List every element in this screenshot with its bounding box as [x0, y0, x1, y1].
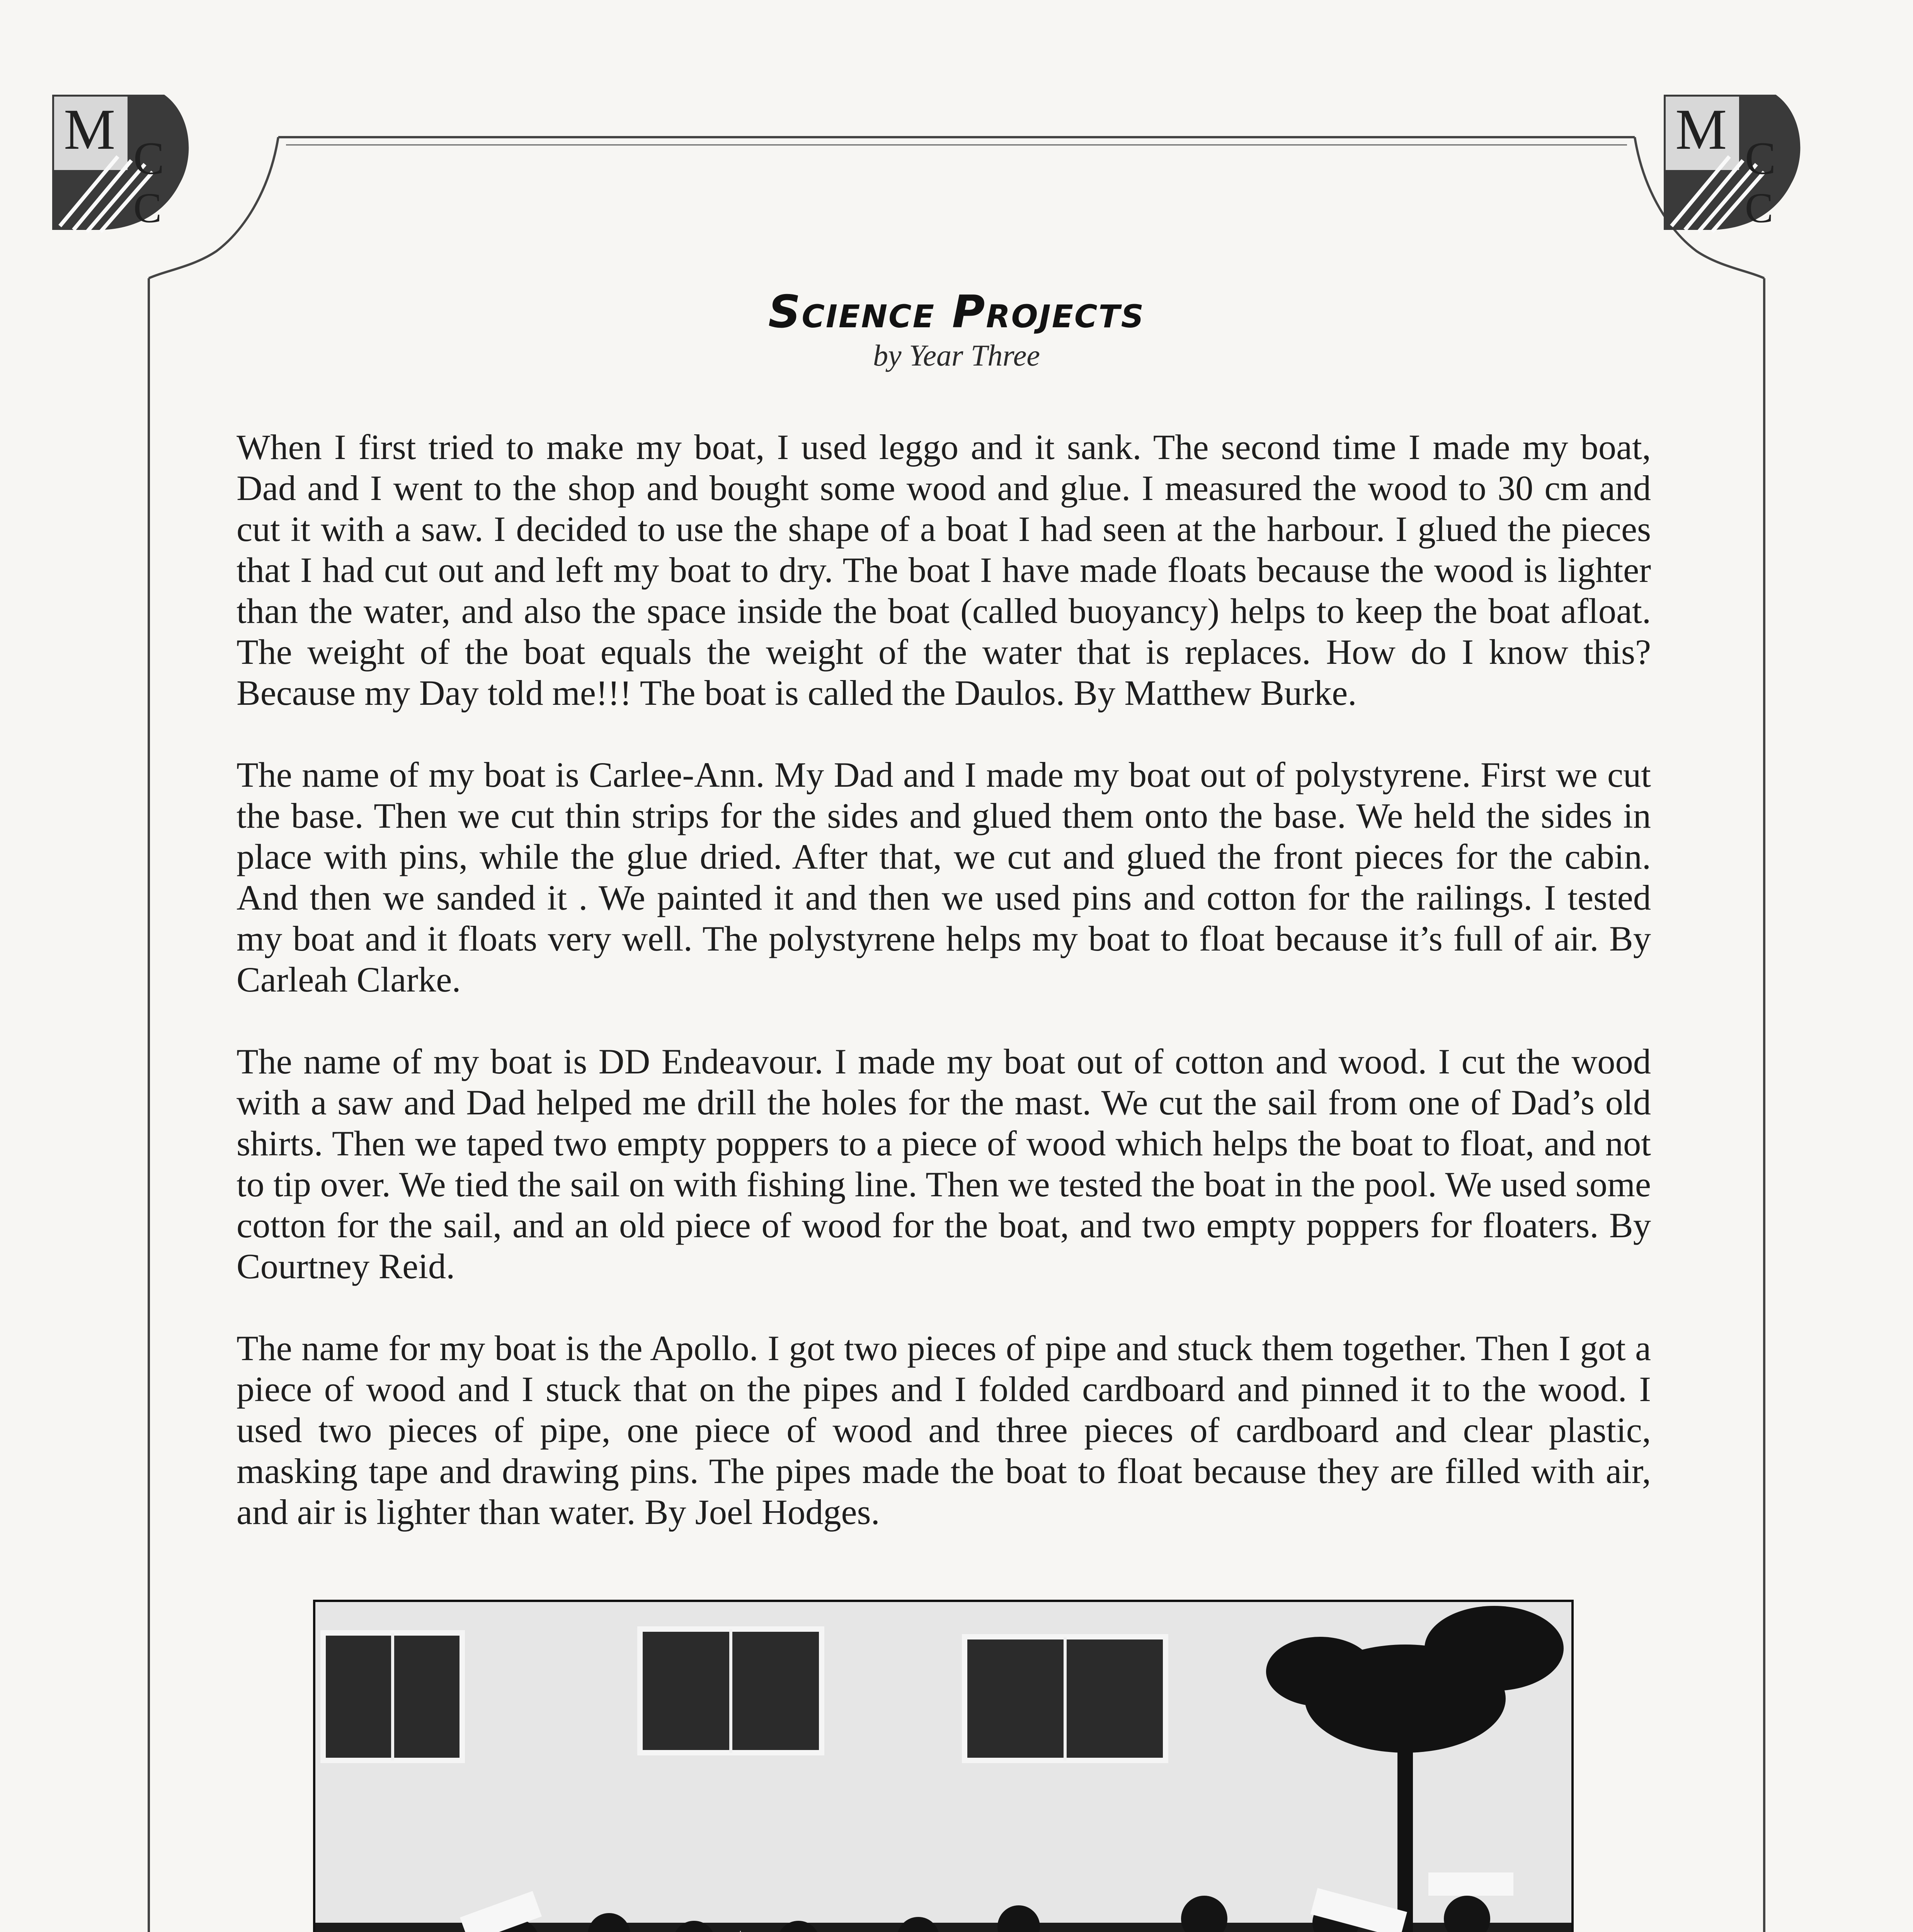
class-photo	[313, 1600, 1574, 1932]
paragraph-courtney-reid: The name of my boat is DD Endeavour. I made my boat out of cotton and wood. I cut the wood with a saw and Dad helped me drill the holes for the mast. We cut the sail from one of Dad’s old shirts. Then we taped two empty poppers to a piece of wood which helps the boat to float, and not to tip over. We tied the sail on with fishing line. Then we tested the boat in the pool. We used some cotton for the sail, and an old piece of wood for the boat, and two empty poppers for floaters. By Courtney Reid.	[237, 1042, 1651, 1286]
title-block	[0, 286, 1913, 373]
logo-letter-m: M	[64, 97, 116, 162]
paragraph-matthew-burke: When I first tried to make my boat, I used leggo and it sank. The second time I made my boat, Dad and I went to the shop and bought some wood and glue. I measured the wood to 30 cm and cut it with a saw. I decided to use the shape of a boat I had seen at the harbour. I glued the pieces that I had cut out and left my boat to dry. The boat I have made floats because the wood is lighter than the water, and also the space inside the boat (called buoyancy) helps to keep the boat afloat. The weight of the boat equals the weight of the water that is replaces. How do I know this? Because my Day told me!!! The boat is called the Daulos. By Matthew Burke.	[237, 428, 1651, 713]
paragraph-joel-hodges: The name for my boat is the Apollo. I got two pieces of pipe and stuck them together. Then I got a piece of wood and I stuck that on the pipes and I folded cardboard and pinned it to the wood. I used two pieces of pipe, one piece of wood and three pieces of cardboard and clear plastic, masking tape and drawing pins. The pipes made the boat to float because they are filled with air, and air is lighter than water. By Joel Hodges.	[237, 1329, 1651, 1532]
logo-letter-m: M	[1675, 97, 1727, 162]
school-logo-top-right	[1648, 83, 1814, 249]
school-logo-top-left	[37, 83, 203, 249]
article-body	[237, 427, 1651, 1574]
byline: by Year Three	[873, 338, 1040, 372]
paragraph-carleah-clarke: The name of my boat is Carlee-Ann. My Dad and I made my boat out of polystyrene. First we cut the base. Then we cut thin strips for the sides and glued them onto the base. We held the sides in place with pins, while the glue dried. After that, we cut and glued the front pieces for the cabin. And then we sanded it . We painted it and then we used pins and cotton for the railings. I tested my boat and it floats very well. The polystyrene helps my boat to float because it’s full of air. By Carleah Clarke.	[237, 755, 1651, 1000]
logo-letter-c2: C	[133, 184, 162, 231]
page-title: Science Projects	[768, 286, 1145, 338]
logo-letter-c2: C	[1745, 184, 1773, 231]
logo-letter-c1: C	[1745, 133, 1776, 184]
building-windows	[323, 1629, 1166, 1760]
logo-letter-c1: C	[133, 133, 165, 184]
